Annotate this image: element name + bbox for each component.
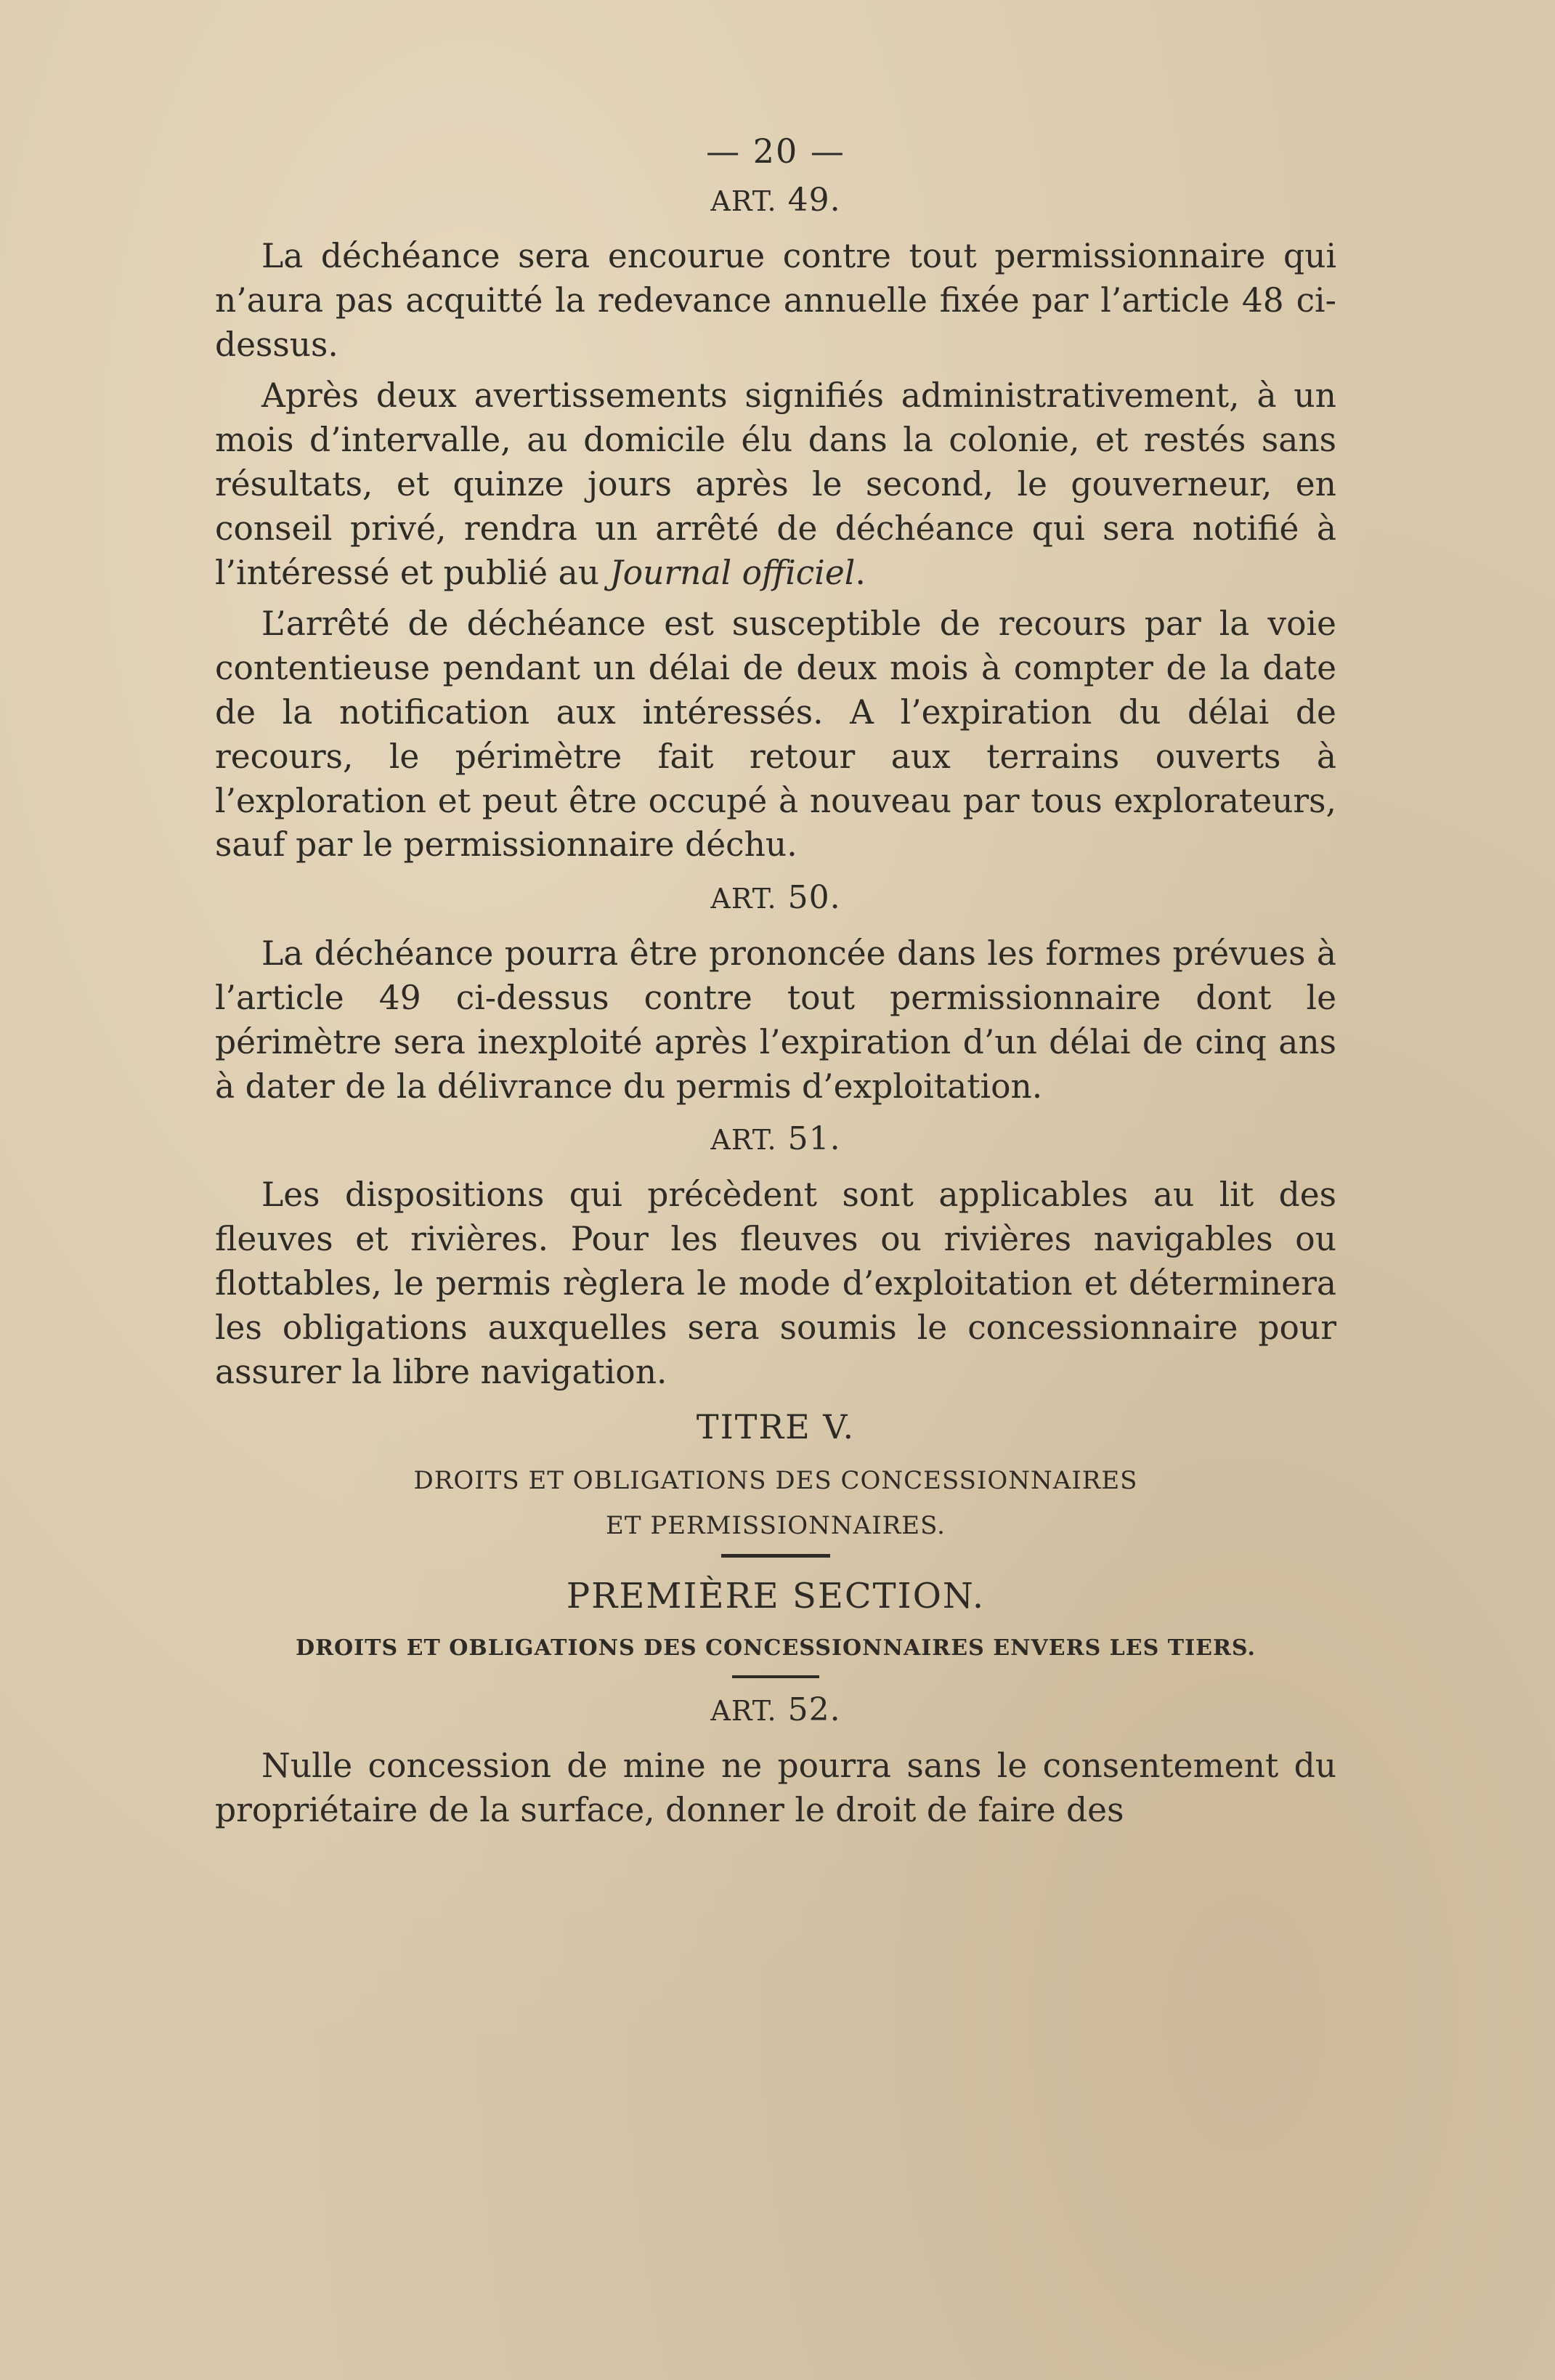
article-number: 49. <box>787 182 841 219</box>
page-text-block <box>215 129 1336 1840</box>
article-50-heading <box>215 875 1336 922</box>
article-51-paragraph: Les dispositions qui précèdent sont applicables au lit des fleuves et rivières. Pour les fleuves ou rivières navigables ou flottables, le permis règlera le mode d’exploitation et déterminera les obligations auxquelles sera soumis le concessionnaire pour assurer la libre navigation. <box>215 1175 1336 1391</box>
page-number: — 20 — <box>706 131 845 171</box>
article-49-heading <box>215 177 1336 224</box>
section-subtitle: DROITS ET OBLIGATIONS DES CONCESSIONNAIRES ENVERS LES TIERS. <box>296 1635 1256 1661</box>
article-49-paragraph-1: La déchéance sera encourue contre tout permissionnaire qui n’aura pas acquitté la redevance annuelle fixée par l’article 48 ci-dessus. <box>215 237 1336 364</box>
article-label: ART. <box>710 883 777 915</box>
article-50-paragraph: La déchéance pourra être prononcée dans les formes prévues à l’article 49 ci-dessus contre tout permissionnaire dont le périmètre sera inexploité après l’expiration d’un délai de cinq ans à dater de la délivrance du permis d’exploitation. <box>215 934 1336 1106</box>
article-label: ART. <box>710 1124 777 1157</box>
divider-rule-small <box>732 1675 819 1678</box>
titre-subtitle-line-2: ET PERMISSIONNAIRES. <box>606 1511 946 1541</box>
article-52-heading <box>215 1687 1336 1734</box>
paragraph-end-period: . <box>855 553 866 592</box>
article-49-paragraph-2-text: Après deux avertissements signifiés administrativement, à un mois d’intervalle, au domicile élu dans la colonie, et restés sans résultats, et quinze jours après le second, le gouverneur, en conseil privé, rendra un arrêté de déchéance qui sera notifié à l’intéressé et publié au <box>215 376 1336 592</box>
article-52-paragraph: Nulle concession de mine ne pourra sans le consentement du propriétaire de la surface, donner le droit de faire des <box>215 1746 1336 1830</box>
article-49-paragraph-2 <box>215 374 1336 595</box>
article-number: 50. <box>787 879 841 917</box>
article-label: ART. <box>710 1695 777 1728</box>
journal-officiel-title: Journal officiel <box>609 553 856 592</box>
article-51-heading <box>215 1116 1336 1163</box>
article-49-paragraph-3: L’arrêté de déchéance est susceptible de recours par la voie contentieuse pendant un délai de deux mois à compter de la date de la notification aux intéressés. A l’expiration du délai de recours, le périmètre fait retour aux terrains ouverts à l’exploration et peut être occupé à nouveau par tous explorateurs, sauf par le permissionnaire déchu. <box>215 604 1336 865</box>
titre-heading: TITRE V. <box>696 1407 856 1447</box>
titre-subtitle-line-1: DROITS ET OBLIGATIONS DES CONCESSIONNAIRES <box>413 1466 1138 1496</box>
article-number: 51. <box>787 1120 841 1158</box>
article-label: ART. <box>710 185 777 217</box>
article-number: 52. <box>787 1691 841 1729</box>
divider-rule <box>721 1554 830 1558</box>
section-heading: PREMIÈRE SECTION. <box>566 1576 986 1617</box>
